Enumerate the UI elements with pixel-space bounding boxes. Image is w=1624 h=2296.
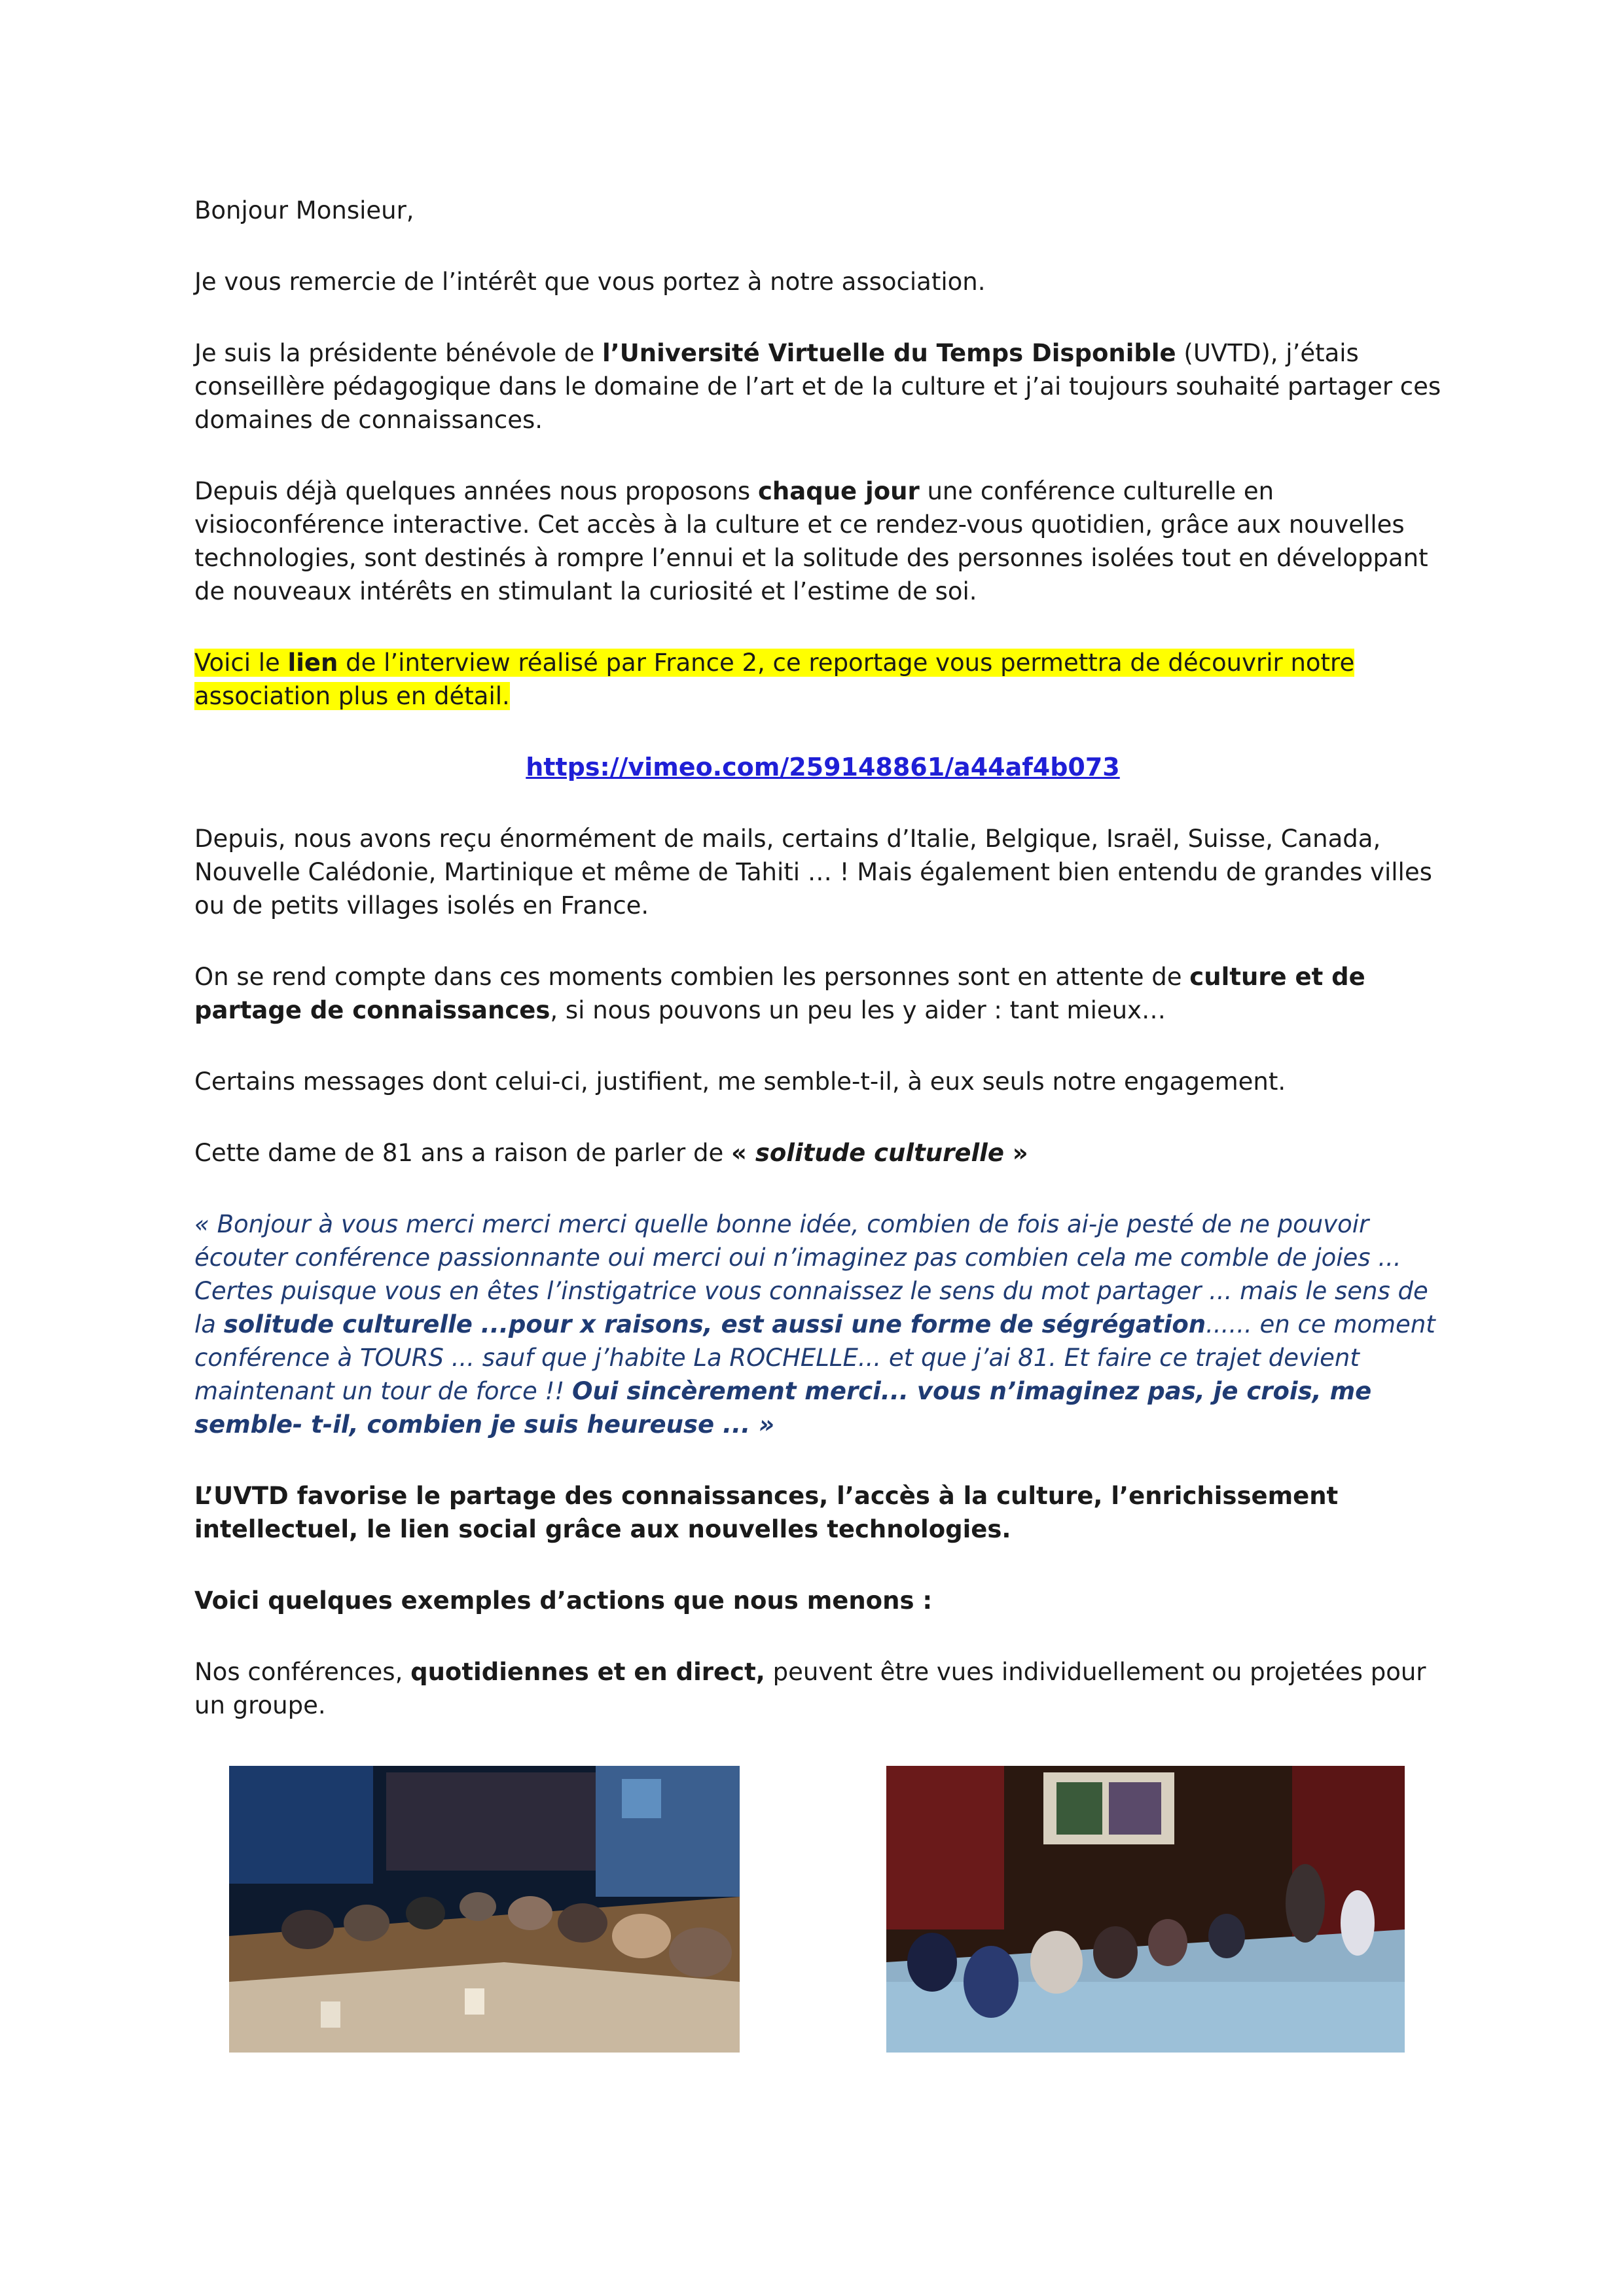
paragraph-thanks: Je vous remercie de l’intérêt que vous portez à notre association. xyxy=(194,268,986,296)
paragraph-conferences: Depuis déjà quelques années nous proposons chaque jour une conférence culturelle en visioconférence interactive. Cet accès à la culture et ce rendez-vous quotidien, grâce aux nouvelles technologies, sont destinés à rompre l’ennui et la solitude des personnes isolées tout en développant de nouveaux intérêts en stimulant la curiosité et l’estime de soi. xyxy=(194,477,1428,605)
vimeo-link[interactable]: https://vimeo.com/259148861/a44af4b073 xyxy=(526,753,1120,781)
quoted-message: « Bonjour à vous merci merci merci quelle bonne idée, combien de fois ai-je pesté de ne pouvoir écouter conférence passionnante oui merci oui n’imaginez pas combien cela me comble de joies ... Certes puisque vous en êtes l’instigatrice vous connaissez le sens du mot partager ... mais le sens de la solitude culturelle ...pour x raisons, est aussi une forme de ségrégation...... en ce moment conférence à TOURS ... sauf que j’habite La ROCHELLE... et que j’ai 81. Et faire ce trajet devient maintenant un tour de force !! Oui sincèrement merci... vous n’imaginez pas, je crois, me semble- t-il, combien je suis heureuse ... » xyxy=(194,1210,1435,1439)
paragraph-groups: Nos conférences, quotidiennes et en direct, peuvent être vues individuellement ou projetées pour un groupe. xyxy=(194,1658,1426,1719)
photo-projection-room-image xyxy=(886,1766,1405,2053)
paragraph-expectation: On se rend compte dans ces moments combien les personnes sont en attente de culture et de partage de connaissances, si nous pouvons un peu les y aider : tant mieux… xyxy=(194,963,1365,1024)
video-link-line xyxy=(194,751,1451,784)
photo-projection-room xyxy=(886,1766,1405,2053)
paragraph-lady: Cette dame de 81 ans a raison de parler de « solitude culturelle » xyxy=(194,1139,1028,1167)
photo-audience-hall xyxy=(229,1766,740,2053)
paragraph-interview-highlighted: Voici le lien de l’interview réalisé par France 2, ce reportage vous permettra de découvrir notre association plus en détail. xyxy=(194,649,1355,710)
paragraph-mission: L’UVTD favorise le partage des connaissances, l’accès à la culture, l’enrichissement intellectuel, le lien social grâce aux nouvelles technologies. xyxy=(194,1482,1339,1543)
paragraph-mails: Depuis, nous avons reçu énormément de mails, certains d’Italie, Belgique, Israël, Suisse, Canada, Nouvelle Calédonie, Martinique et même de Tahiti … ! Mais également bien entendu de grandes villes ou de petits villages isolés en France. xyxy=(194,825,1432,920)
photo-audience-hall-image xyxy=(229,1766,740,2053)
paragraph-messages: Certains messages dont celui-ci, justifient, me semble-t-il, à eux seuls notre engagement. xyxy=(194,1067,1286,1096)
paragraph-presentation: Je suis la présidente bénévole de l’Université Virtuelle du Temps Disponible (UVTD), j’étais conseillère pédagogique dans le domaine de l’art et de la culture et j’ai toujours souhaité partager ces domaines de connaissances. xyxy=(194,339,1441,434)
greeting: Bonjour Monsieur, xyxy=(194,196,414,224)
letter-body xyxy=(194,194,1451,1760)
paragraph-actions-heading: Voici quelques exemples d’actions que nous menons : xyxy=(194,1587,933,1615)
